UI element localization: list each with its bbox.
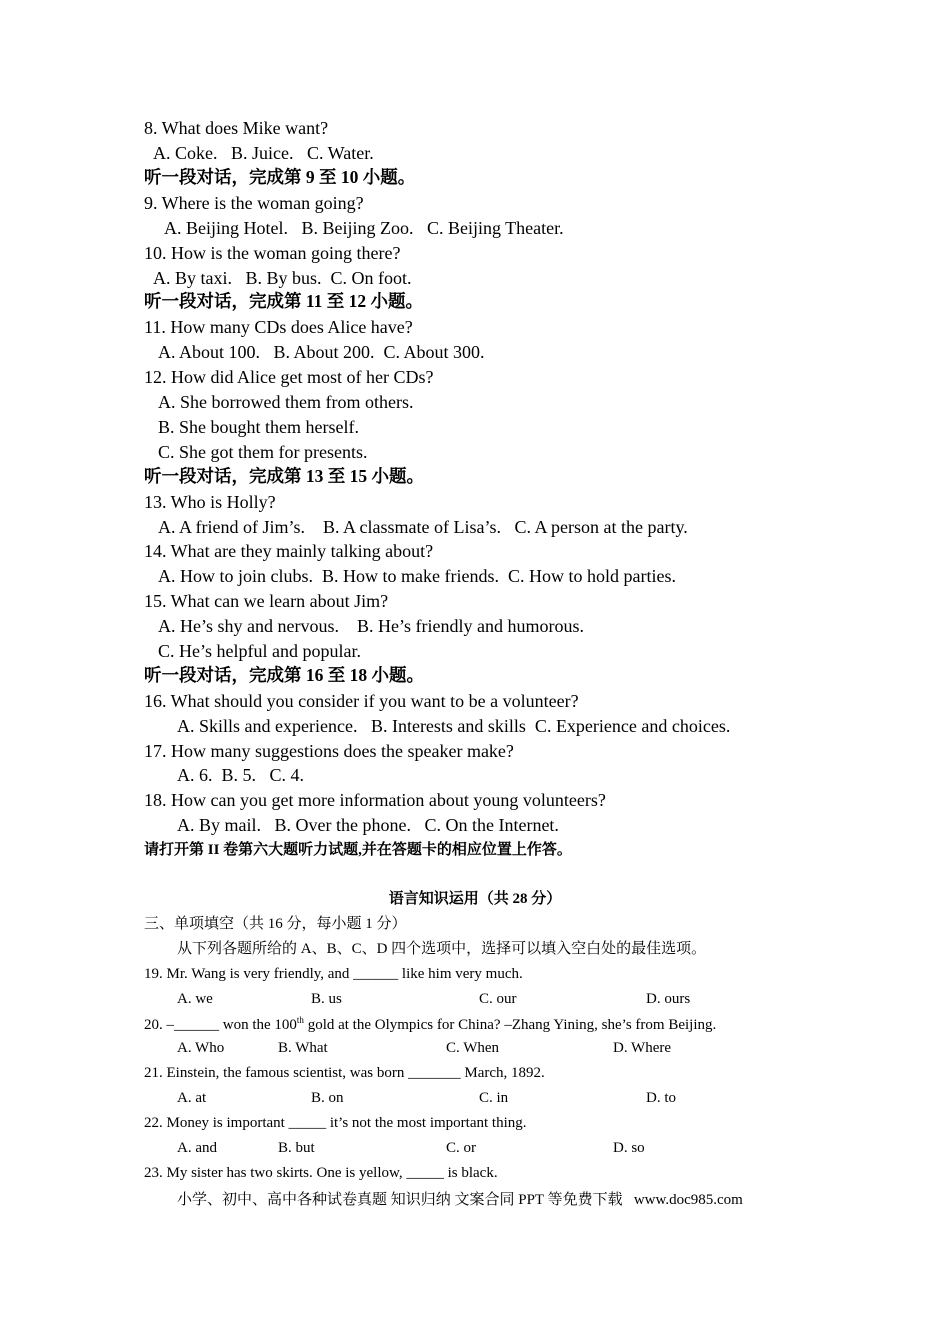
question-20-text-end: gold at the Olympics for China? –Zhang Yining, she’s from Beijing. [303,1017,717,1033]
section-header-11-12: 听一段对话，完成第 11 至 12 小题。 [144,291,424,311]
question-14-options: A. How to join clubs. B. How to make friends. C. How to hold parties. [158,566,676,586]
question-9-options: A. Beijing Hotel. B. Beijing Zoo. C. Beijing Theater. [164,218,564,238]
question-19-option-d: D. ours [646,991,691,1007]
instruction: 从下列各题所给的 A、B、C、D 四个选项中，选择可以填入空白处的最佳选项。 [177,941,707,957]
section-header-13-15: 听一段对话，完成第 13 至 15 小题。 [144,466,424,486]
question-15-option-c: C. He’s helpful and popular. [158,641,361,661]
question-8-options: A. Coke. B. Juice. C. Water. [153,143,374,163]
superscript-th: th [296,1015,304,1025]
answer-sheet-note: 请打开第 II 卷第六大题听力试题,并在答题卡的相应位置上作答。 [144,842,572,858]
question-22-option-c: C. or [446,1140,476,1156]
question-19-option-b: B. us [311,991,342,1007]
question-20 [144,1016,716,1033]
question-20-option-c: C. When [446,1040,500,1056]
question-20-option-a: A. Who [177,1040,225,1056]
question-15-options-ab: A. He’s shy and nervous. B. He’s friendly and humorous. [158,616,584,636]
question-14: 14. What are they mainly talking about? [144,541,434,561]
question-20-text-start: 20. –______ won the 100 [144,1017,297,1033]
section-header-16-18: 听一段对话，完成第 16 至 18 小题。 [144,665,424,685]
question-21-option-a: A. at [177,1090,207,1106]
question-10-options: A. By taxi. B. By bus. C. On foot. [153,268,412,288]
question-11-options: A. About 100. B. About 200. C. About 300. [158,342,485,362]
part-three-heading: 三、单项填空（共 16 分，每小题 1 分） [144,916,407,932]
question-10: 10. How is the woman going there? [144,243,401,263]
question-19-option-a: A. we [177,991,213,1007]
question-16: 16. What should you consider if you want to be a volunteer? [144,691,579,711]
question-8: 8. What does Mike want? [144,118,329,138]
question-23: 23. My sister has two skirts. One is yellow, _____ is black. [144,1165,498,1181]
question-20-option-d: D. Where [613,1040,672,1056]
question-15: 15. What can we learn about Jim? [144,591,389,611]
question-9: 9. Where is the woman going? [144,193,364,213]
question-12-option-b: B. She bought them herself. [158,417,359,437]
question-12-option-c: C. She got them for presents. [158,442,368,462]
question-13-options: A. A friend of Jim’s. B. A classmate of Lisa’s. C. A person at the party. [158,517,688,537]
question-16-options: A. Skills and experience. B. Interests and skills C. Experience and choices. [177,716,731,736]
footer-watermark: 小学、初中、高中各种试卷真题 知识归纳 文案合同 PPT 等免费下载 www.doc985.com [177,1192,743,1208]
question-18: 18. How can you get more information about young volunteers? [144,790,606,810]
question-18-options: A. By mail. B. Over the phone. C. On the Internet. [177,815,559,835]
question-21: 21. Einstein, the famous scientist, was born _______ March, 1892. [144,1065,545,1081]
question-19-option-c: C. our [479,991,517,1007]
question-12: 12. How did Alice get most of her CDs? [144,367,434,387]
question-21-option-d: D. to [646,1090,676,1106]
section-header-9-10: 听一段对话，完成第 9 至 10 小题。 [144,167,416,187]
question-22-option-b: B. but [278,1140,315,1156]
question-13: 13. Who is Holly? [144,492,276,512]
question-21-option-c: C. in [479,1090,509,1106]
question-19: 19. Mr. Wang is very friendly, and ______ like him very much. [144,966,523,982]
question-17: 17. How many suggestions does the speaker make? [144,741,514,761]
section-title: 语言知识运用（共 28 分） [388,891,562,907]
question-22-option-d: D. so [613,1140,645,1156]
question-12-option-a: A. She borrowed them from others. [158,392,414,412]
question-11: 11. How many CDs does Alice have? [144,317,413,337]
question-22: 22. Money is important _____ it’s not the most important thing. [144,1115,527,1131]
question-17-options: A. 6. B. 5. C. 4. [177,765,305,785]
question-22-option-a: A. and [177,1140,217,1156]
question-21-option-b: B. on [311,1090,344,1106]
question-20-option-b: B. What [278,1040,328,1056]
